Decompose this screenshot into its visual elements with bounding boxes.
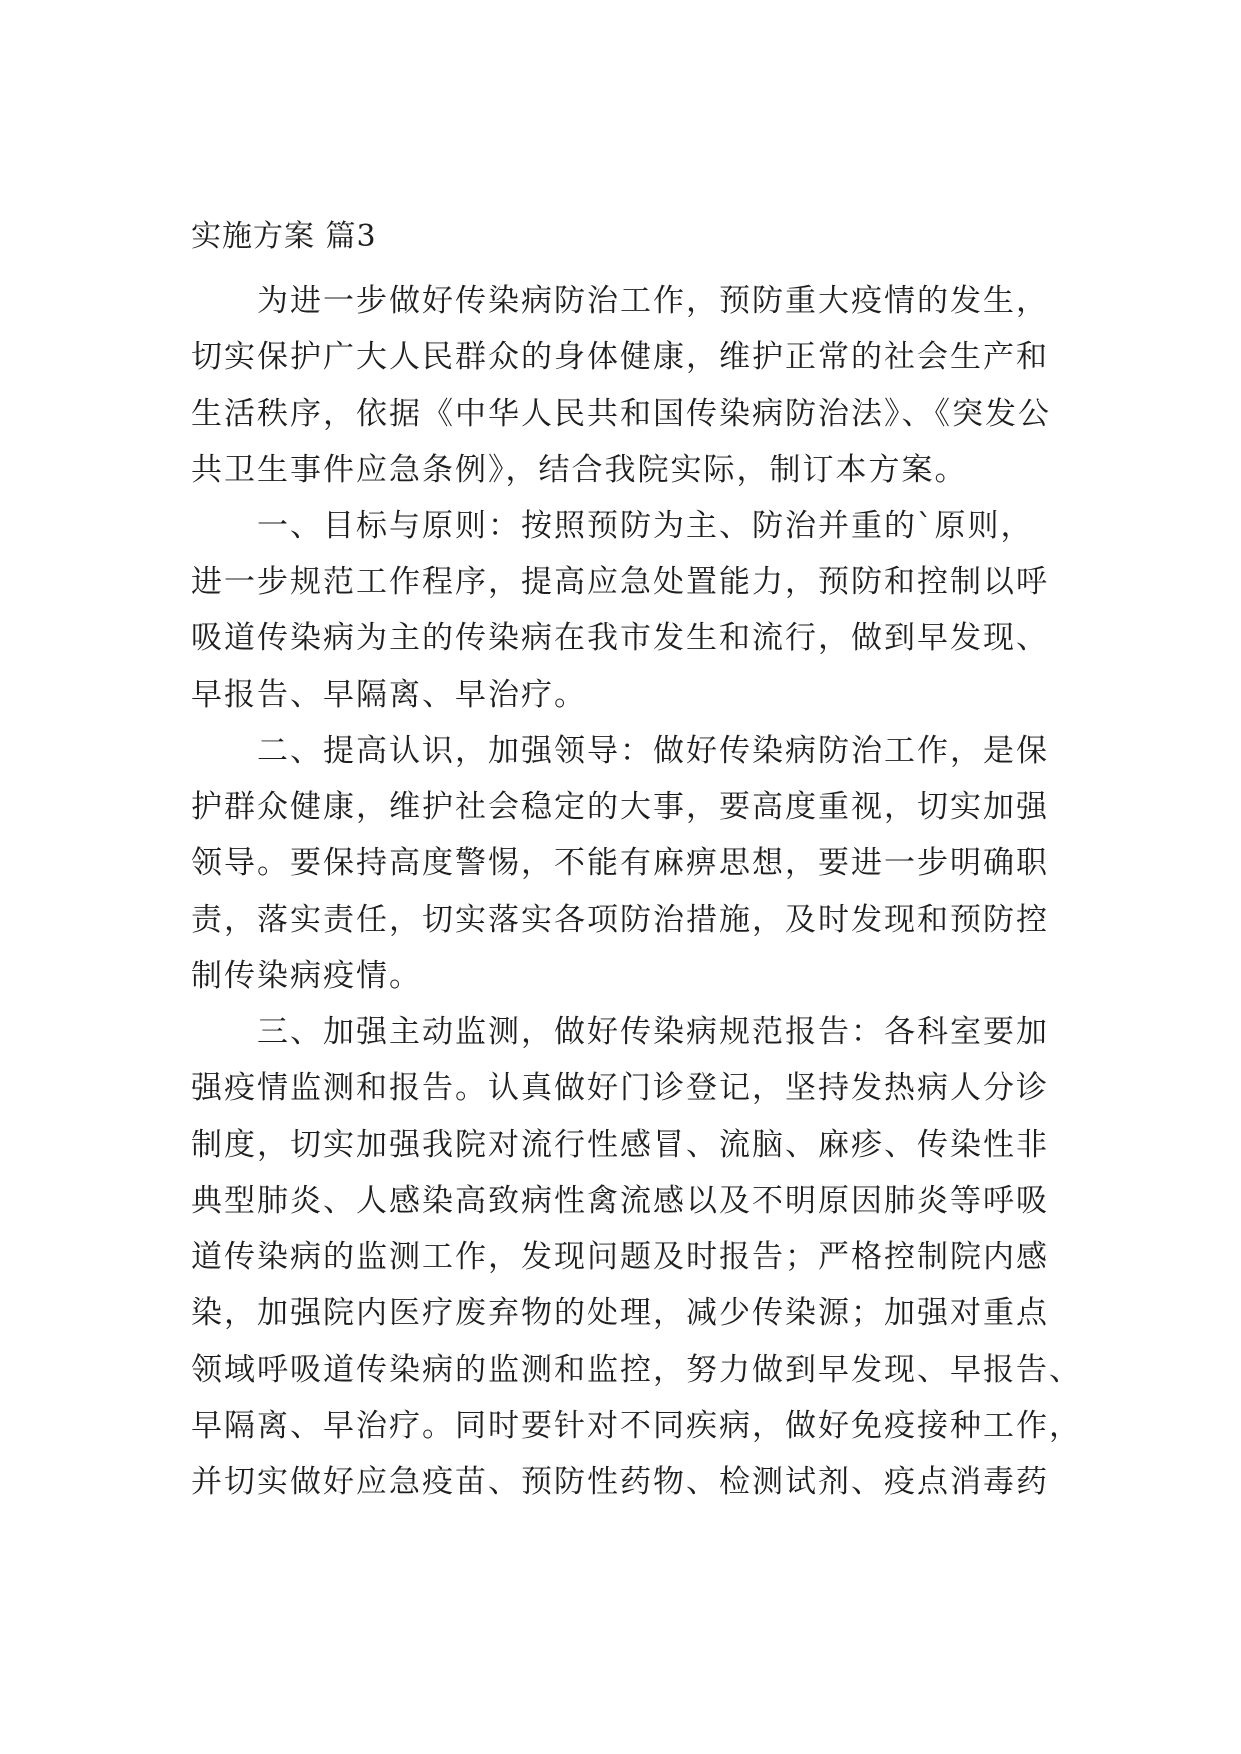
text-line: 典型肺炎、人感染高致病性禽流感以及不明原因肺炎等呼吸 <box>191 1183 1049 1219</box>
text-line: 领导。要保持高度警惕，不能有麻痹思想，要进一步明确职 <box>191 845 1049 881</box>
text-line: 制传染病疫情。 <box>191 958 422 994</box>
text-line: 一、目标与原则：按照预防为主、防治并重的`原则， <box>257 508 1034 544</box>
text-line: 染，加强院内医疗废弃物的处理，减少传染源；加强对重点 <box>191 1295 1049 1331</box>
text-line: 强疫情监测和报告。认真做好门诊登记，坚持发热病人分诊 <box>191 1070 1049 1106</box>
text-line: 早隔离、早治疗。同时要针对不同疾病，做好免疫接种工作， <box>191 1408 1082 1444</box>
text-line: 切实保护广大人民群众的身体健康，维护正常的社会生产和 <box>191 339 1049 375</box>
text-line: 三、加强主动监测，做好传染病规范报告：各科室要加 <box>257 1014 1049 1050</box>
text-line: 生活秩序，依据《中华人民共和国传染病防治法》、《突发公 <box>191 396 1051 432</box>
text-line: 二、提高认识，加强领导：做好传染病防治工作，是保 <box>257 733 1049 769</box>
text-line: 道传染病的监测工作，发现问题及时报告；严格控制院内感 <box>191 1239 1049 1275</box>
text-line: 护群众健康，维护社会稳定的大事，要高度重视，切实加强 <box>191 789 1049 825</box>
text-line: 制度，切实加强我院对流行性感冒、流脑、麻疹、传染性非 <box>191 1127 1049 1163</box>
text-line: 责，落实责任，切实落实各项防治措施，及时发现和预防控 <box>191 902 1049 938</box>
text-line: 共卫生事件应急条例》，结合我院实际，制订本方案。 <box>191 452 968 488</box>
text-line: 进一步规范工作程序，提高应急处置能力，预防和控制以呼 <box>191 564 1049 600</box>
text-line: 领域呼吸道传染病的监测和监控，努力做到早发现、早报告、 <box>191 1352 1082 1388</box>
section-heading: 实施方案 篇3 <box>191 219 377 254</box>
text-line: 并切实做好应急疫苗、预防性药物、检测试剂、疫点消毒药 <box>191 1464 1049 1500</box>
text-line: 为进一步做好传染病防治工作，预防重大疫情的发生， <box>257 283 1049 319</box>
text-line: 早报告、早隔离、早治疗。 <box>191 677 587 713</box>
text-line: 吸道传染病为主的传染病在我市发生和流行，做到早发现、 <box>191 620 1049 656</box>
